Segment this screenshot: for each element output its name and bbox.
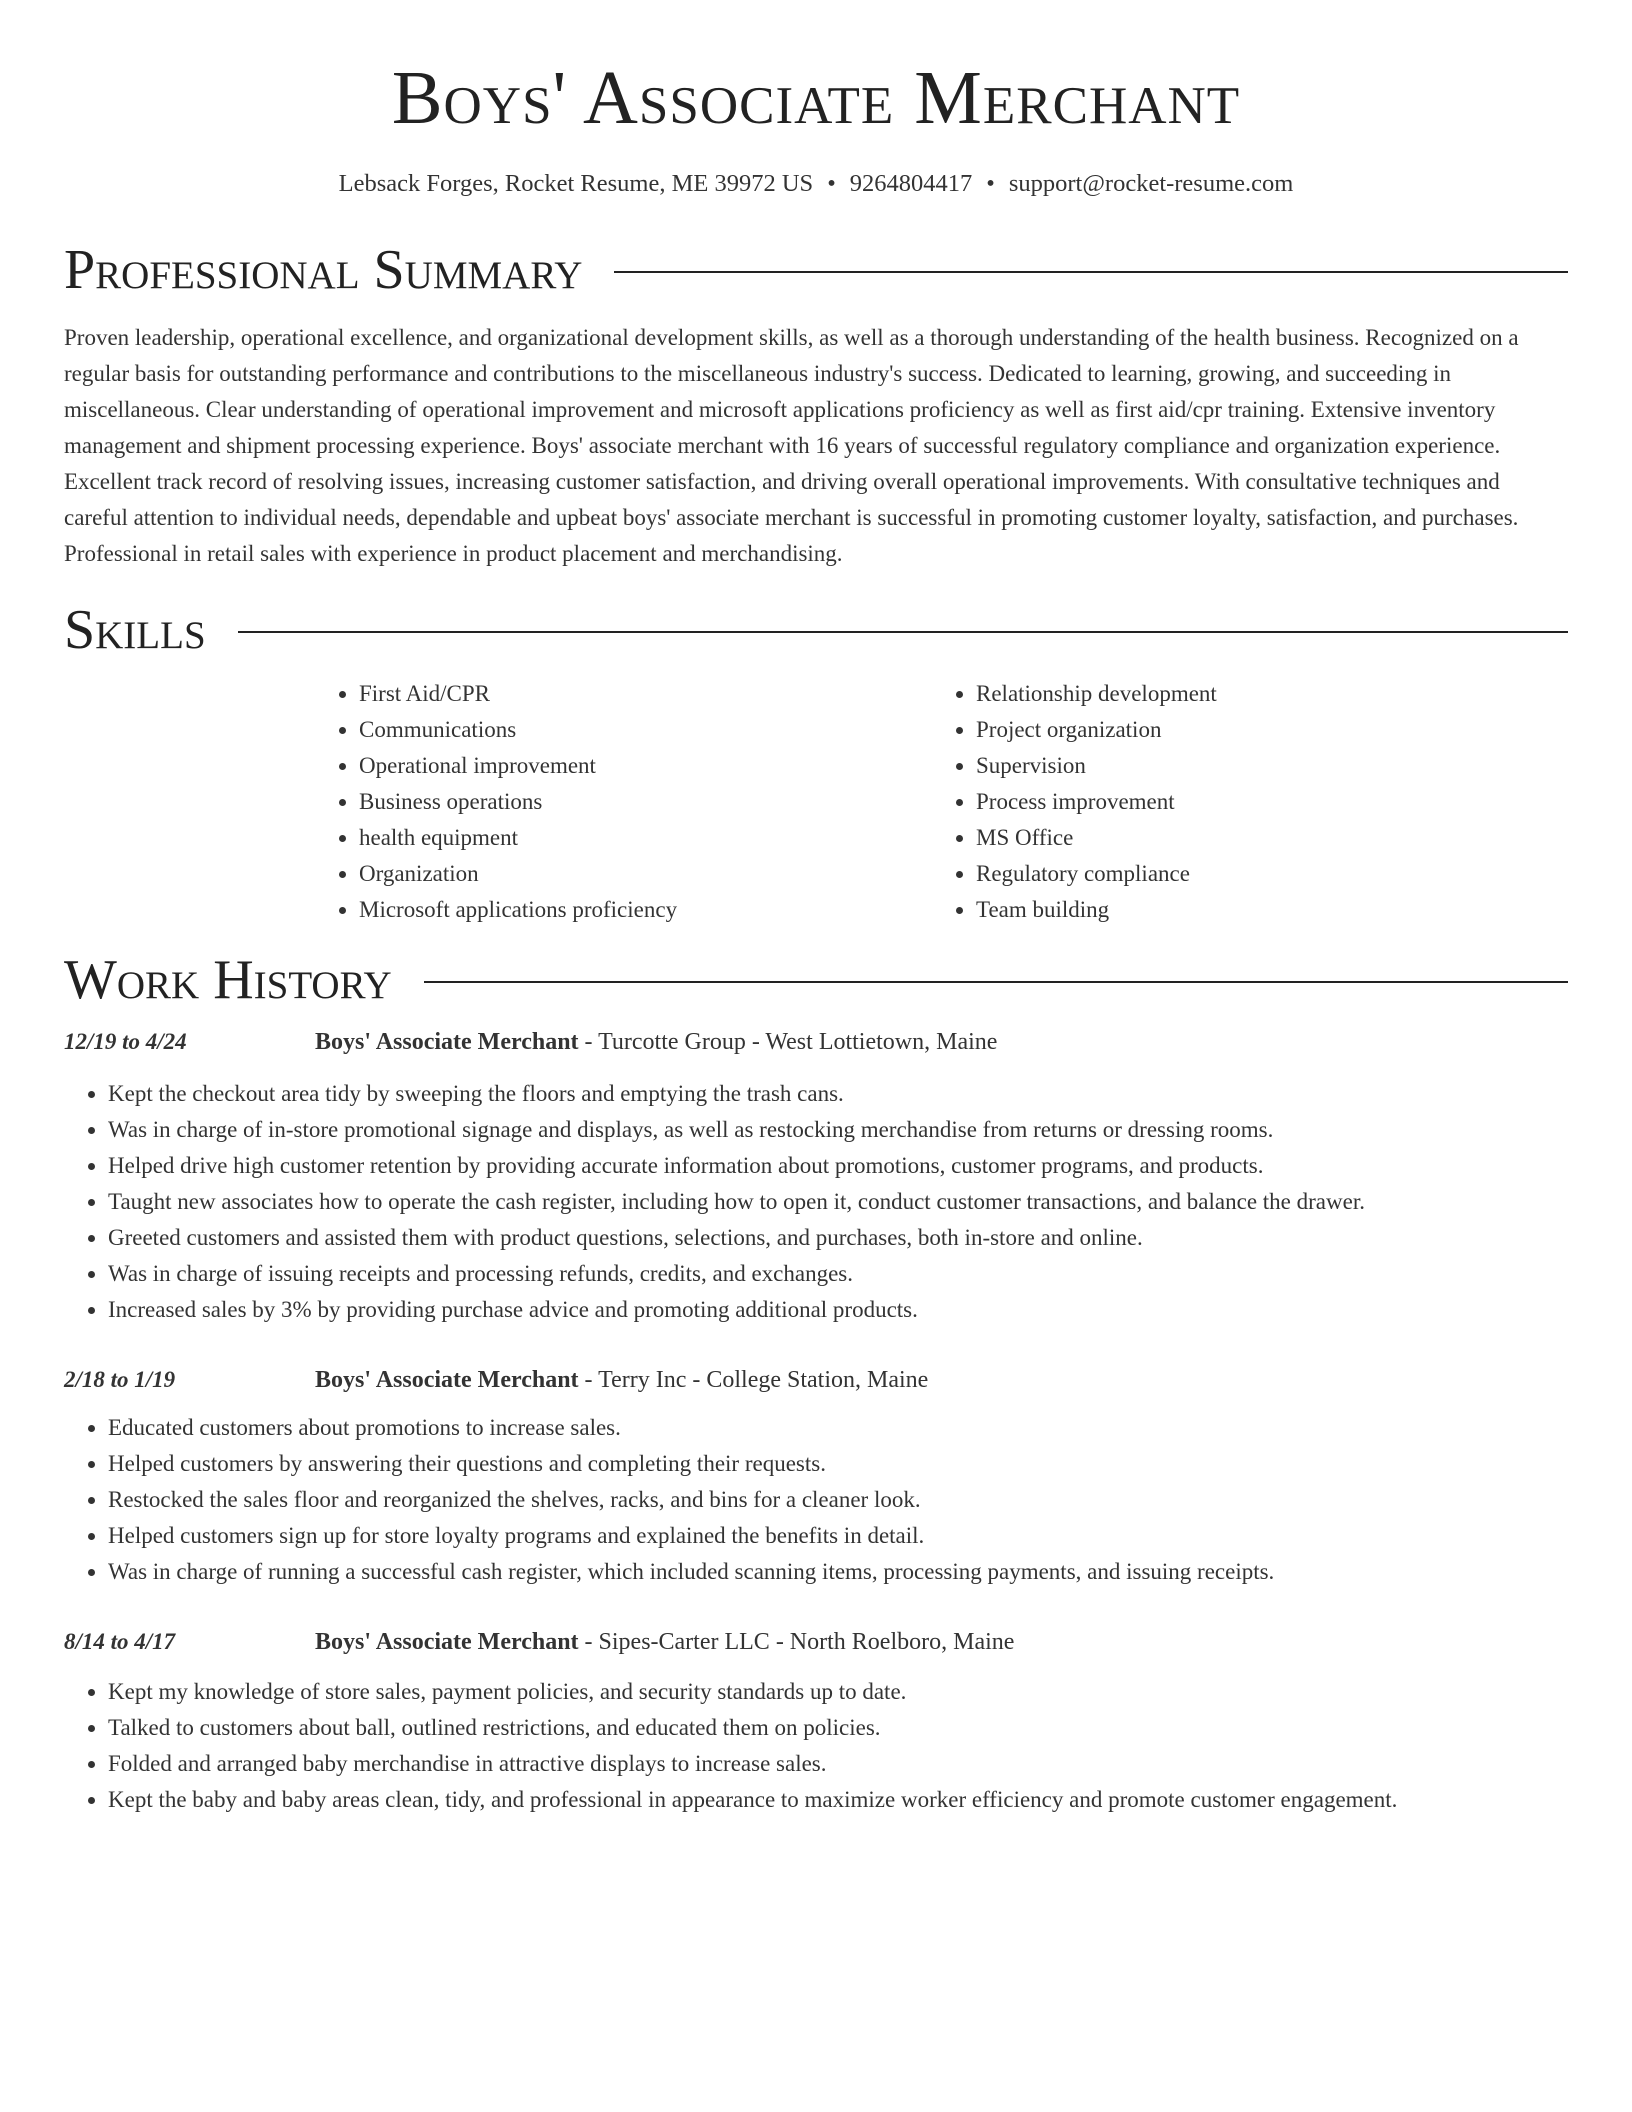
job-dates: 12/19 to 4/24 [64,1029,187,1054]
contact-separator: • [986,170,995,197]
section-divider [238,631,1568,633]
job-bullet: • Kept the checkout area tidy by sweeping the floors and emptying the trash cans. [108,1076,1568,1112]
skills-columns [315,676,1568,928]
job-bullet: • Was in charge of issuing receipts and processing refunds, credits, and exchanges. [108,1256,1568,1292]
job-bullet: • Taught new associates how to operate the cash register, including how to open it, conduct customer transactions, and balance the drawer. [108,1184,1568,1220]
job-bullets [64,1076,1568,1328]
skills-list-left [315,676,932,928]
job-title: Boys' Associate Merchant [315,1629,579,1655]
job-title: Boys' Associate Merchant [315,1029,579,1055]
job-title-line [315,1024,997,1060]
contact-separator: • [827,170,836,197]
summary-section-header [64,238,1568,302]
skill-item: • Regulatory compliance [976,856,1568,892]
summary-text: Proven leadership, operational excellence, and organizational development skills, as well as a thorough understanding of the health business. Recognized on a regular basis for outstanding performance and contributions to the miscellaneous industry's success. Dedicated to learning, growing, and succeeding in miscellaneous. Clear understanding of operational improvement and microsoft applications proficiency as well as first aid/cpr training. Extensive inventory management and shipment processing experience. Boys' associate merchant with 16 years of successful regulatory compliance and organization experience. Excellent track record of resolving issues, increasing customer satisfaction, and driving overall operational improvements. With consultative techniques and careful attention to individual needs, dependable and upbeat boys' associate merchant is successful in promoting customer loyalty, satisfaction, and purchases. Professional in retail sales with experience in product placement and merchandising. [64,325,1519,566]
job-company: - Terry Inc - College Station, Maine [578,1367,929,1393]
section-divider [424,981,1568,983]
job-title-line [315,1362,928,1398]
contact-email: support@rocket-resume.com [1008,170,1294,197]
skills-list-right [932,676,1568,928]
job-bullet: • Restocked the sales floor and reorganized the shelves, racks, and bins for a cleaner look. [108,1482,1568,1518]
skill-item: • Team building [976,892,1568,928]
work-section-header [64,948,1568,1012]
skill-item: • Operational improvement [359,748,932,784]
skill-item: • MS Office [976,820,1568,856]
skill-item: • Communications [359,712,932,748]
job-bullet: • Folded and arranged baby merchandise in attractive displays to increase sales. [108,1746,1568,1782]
job-bullet: • Kept the baby and baby areas clean, tidy, and professional in appearance to maximize worker efficiency and promote customer engagement. [108,1782,1568,1818]
job-company: - Sipes-Carter LLC - North Roelboro, Maine [578,1629,1015,1655]
job-entry [64,1624,1568,1818]
skill-item: • Supervision [976,748,1568,784]
job-dates: 8/14 to 4/17 [64,1629,176,1654]
job-header [64,1362,1568,1398]
job-entry [64,1024,1568,1328]
section-divider [614,271,1568,273]
summary-heading: Professional Summary [64,239,583,301]
job-bullet: • Greeted customers and assisted them with product questions, selections, and purchases, both in-store and online. [108,1220,1568,1256]
job-title: Boys' Associate Merchant [315,1367,579,1393]
resume-page [64,0,1568,1818]
job-header [64,1624,1568,1660]
skills-section-header [64,598,1568,662]
skill-item: • Organization [359,856,932,892]
job-dates: 2/18 to 1/19 [64,1367,176,1392]
job-bullet: • Was in charge of in-store promotional signage and displays, as well as restocking merchandise from returns or dressing rooms. [108,1112,1568,1148]
contact-address: Lebsack Forges, Rocket Resume, ME 39972 US [338,170,814,197]
resume-name: Boys' Associate Merchant [391,56,1241,140]
job-company: - Turcotte Group - West Lottietown, Maine [578,1029,998,1055]
skill-item: • Relationship development [976,676,1568,712]
skill-item: • Process improvement [976,784,1568,820]
job-bullets [64,1674,1568,1818]
job-bullets [64,1410,1568,1590]
contact-line [64,168,1568,200]
job-title-line [315,1624,1014,1660]
job-bullet: • Kept my knowledge of store sales, payment policies, and security standards up to date. [108,1674,1568,1710]
skill-item: • Business operations [359,784,932,820]
job-bullet: • Was in charge of running a successful cash register, which included scanning items, processing payments, and issuing receipts. [108,1554,1568,1590]
job-entry [64,1362,1568,1590]
job-bullet: • Increased sales by 3% by providing purchase advice and promoting additional products. [108,1292,1568,1328]
skills-heading: Skills [64,599,206,661]
job-bullet: • Helped customers sign up for store loyalty programs and explained the benefits in detail. [108,1518,1568,1554]
skill-item: • health equipment [359,820,932,856]
work-heading: Work History [64,949,392,1011]
skill-item: • Microsoft applications proficiency [359,892,932,928]
contact-phone: 9264804417 [849,170,973,197]
job-header [64,1024,1568,1060]
job-bullet: • Educated customers about promotions to increase sales. [108,1410,1568,1446]
job-bullet: • Talked to customers about ball, outlined restrictions, and educated them on policies. [108,1710,1568,1746]
skill-item: • Project organization [976,712,1568,748]
skill-item: • First Aid/CPR [359,676,932,712]
job-bullet: • Helped customers by answering their questions and completing their requests. [108,1446,1568,1482]
job-bullet: • Helped drive high customer retention by providing accurate information about promotions, customer programs, and products. [108,1148,1568,1184]
